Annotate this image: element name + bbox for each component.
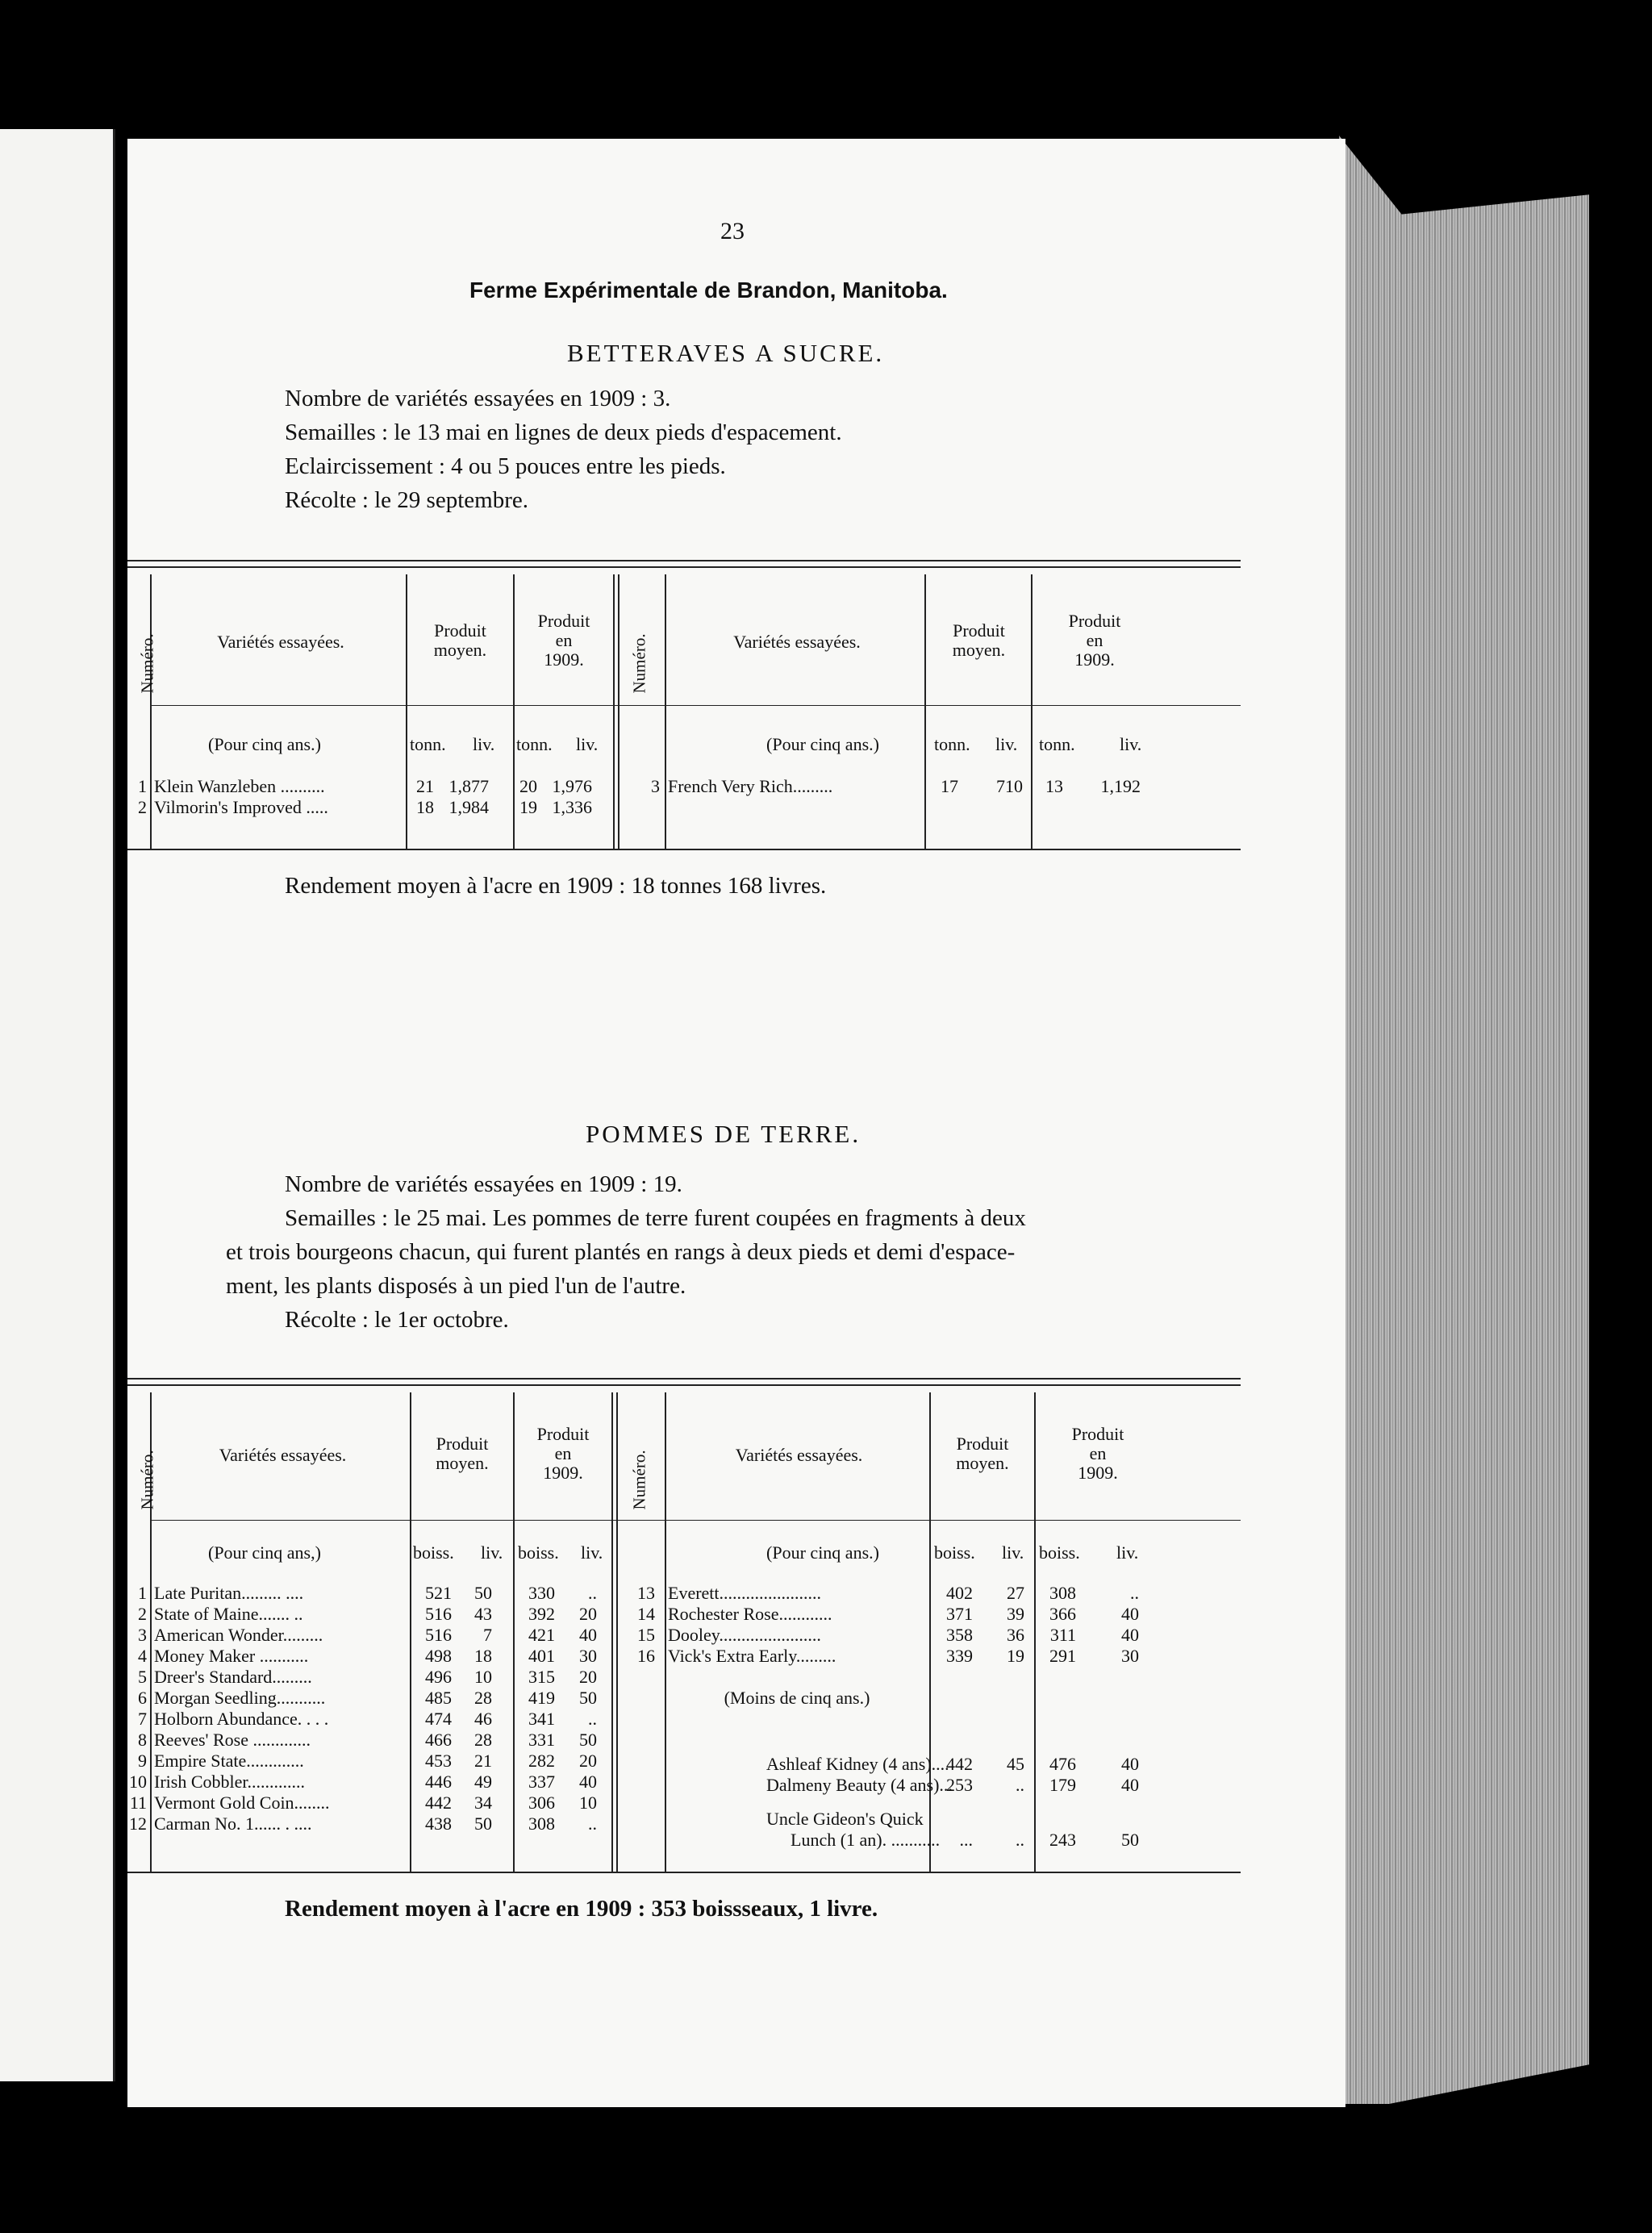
table-cell: Dreer's Standard......... [154,1667,312,1687]
unit-label: liv. [481,1542,503,1563]
table-cell: 476 [1049,1754,1076,1774]
unit-label: liv. [581,1542,603,1563]
table-cell: 308 [1049,1583,1076,1603]
table-cell: 15 [637,1625,655,1645]
table-cell: .. [1016,1775,1024,1795]
table-cell: 7 [483,1625,492,1645]
table-cell: 474 [425,1709,452,1729]
potatoes-avg-header-left: Produit moyen. [436,1434,489,1473]
table-cell: Carman No. 1...... . .... [154,1814,312,1834]
beets-variety-header-right: Variétés essayées. [733,632,861,652]
table-cell: 402 [946,1583,973,1603]
beets-variety-header-left: Variétés essayées. [217,632,344,652]
table-cell: 50 [579,1730,597,1750]
table-cell: Dalmeny Beauty (4 ans)... [766,1775,953,1795]
table-cell: 1 [138,1583,147,1603]
facing-page-edge [0,129,115,2081]
table-cell: 282 [528,1751,555,1771]
table-cell: 521 [425,1583,452,1603]
table-cell: 20 [579,1667,597,1687]
table-cell: 498 [425,1646,452,1666]
table-cell: 438 [425,1814,452,1834]
potatoes-line-4: ment, les plants disposés à un pied l'un de l'autre. [226,1273,686,1299]
table-cell: Late Puritan......... .... [154,1583,304,1603]
table-cell: 13 [637,1583,655,1603]
potatoes-numero-header-right: Numéro. [629,1450,649,1510]
document-page: 23 Ferme Expérimentale de Brandon, Manitoba. BETTERAVES A SUCRE. Nombre de variétés essayées en 1909 : 3. Semailles : le 13 mai en lignes de deux pieds d'espacement. Eclaircissement : 4 ou 5 pouces entre les pieds. Récolte : le 29 septembre. Numéro. Variétés essayées. Produit moyen. Produit en 1909. Numéro. Variétés essayées. Produit moyen. Produit en 1909. (Pour cinq ans.) tonn. liv. tonn. liv. (Pour cinq ans.) tonn. liv. tonn. liv. 1 Klein Wanzleben .......... 21 1,877 20 1,976 2 Vilmorin's Improved ..... 18 1,984 19 1,336 3 French Very Rich......... 17 710 13 1,192 Rendement moyen à l'acre en 1909 : 18 tonnes 168 livres. POMMES DE TERRE. Nombre de variétés essayées en 1909 : 19. Semailles : le 25 mai. Les pommes de terre furent coupées en fragments à deux et trois bourgeons chacun, qui furent plantés en rangs à deux pieds et demi d'espace- ment, les plants disposés à un pied l'un de l'autre. Récolte : le 1er octobre. Numéro. Variétés essayées. Produit moyen. Produit en 1909. Numéro. Variétés essayées. Produit moyen. Produit en 1909. (Pour cinq ans,) boiss. liv. boiss. liv. (Pour cinq ans.) boiss. liv. boiss. liv. 1 Late Puritan......... .... 521 50 330 .. 2 State of Maine....... .. 516 43 392 20 3 American Wonder......... 516 7 421 40 4 Money Maker ........... 498 18 401 30 5 Dreer's Standard......... 496 10 315 20 6 Morgan Seedling........... 485 28 419 50 7 Holborn Abundance. . . . 474 46 341 .. 8 Reeves' Rose ............. 466 28 331 50 9 Empire State............. 453 21 282 20 10 Irish Cobbler............. 446 49 337 40 11 Vermont Gold Coin........ 442 34 306 10 12 Carman No. 1...... . .... 438 50 308 .. 13 Everett....................... 402 27 308 .. 14 Rochester Rose............ 371 39 366 40 15 Dooley....................... 358 36 311 40 16 Vick's Extra Early......... 339 19 291 30 Ashleaf Kidney (4 ans).... 442 45 476 40 Dalmeny Beauty (4 ans)... 253 .. 179 40 (Moins de cinq ans.) Uncle Gideon's Quick Lunch (1 an). ........... ... .. 243 50 Rendement moyen à l'acre en 1909 : 353 boissseaux, 1 livre. [127,139,1345,2107]
table-cell: 337 [528,1772,555,1792]
table-cell: 10 [474,1667,492,1687]
table-cell: 20 [579,1751,597,1771]
table-cell: 45 [1007,1754,1024,1774]
table-cell: 40 [1121,1775,1139,1795]
table-cell: 253 [946,1775,973,1795]
table-cell: 40 [579,1772,597,1792]
table-cell: 49 [474,1772,492,1792]
table-cell: 40 [1121,1754,1139,1774]
table-cell: 466 [425,1730,452,1750]
page-number: 23 [720,218,745,244]
table-cell: 2 [138,1604,147,1624]
table-cell: 516 [425,1604,452,1624]
table-cell: 10 [579,1793,597,1813]
table-cell: .. [588,1814,597,1834]
beets-yield: Rendement moyen à l'acre en 1909 : 18 tonnes 168 livres. [285,873,827,899]
table-cell: 358 [946,1625,973,1645]
table-cell: 18 [474,1646,492,1666]
potatoes-subheader-left: (Pour cinq ans,) [208,1542,321,1563]
table-cell: 4 [138,1646,147,1666]
unit-label: liv. [576,734,599,754]
beets-line-4: Récolte : le 29 septembre. [285,487,528,513]
unit-label: boiss. [413,1542,454,1563]
table-cell: .. [588,1583,597,1603]
unit-label: liv. [1002,1542,1024,1563]
table-cell: 453 [425,1751,452,1771]
table-cell: 179 [1049,1775,1076,1795]
table-cell: 8 [138,1730,147,1750]
potatoes-title: POMMES DE TERRE. [586,1120,861,1148]
table-cell: Morgan Seedling........... [154,1688,326,1708]
potatoes-line-1: Nombre de variétés essayées en 1909 : 19. [285,1171,682,1197]
table-cell: 496 [425,1667,452,1687]
beets-subheader-left: (Pour cinq ans.) [208,734,321,754]
table-cell: 27 [1007,1583,1024,1603]
table-cell: 50 [474,1583,492,1603]
book-page-edges [1339,136,1589,2104]
table-cell: Vermont Gold Coin........ [154,1793,330,1813]
table-cell: 9 [138,1751,147,1771]
table-cell: 40 [1121,1604,1139,1624]
potatoes-1909-header-left: Produit en 1909. [536,1424,590,1483]
beets-numero-header-left: Numéro. [137,633,157,694]
potatoes-line-2: Semailles : le 25 mai. Les pommes de terre furent coupées en fragments à deux [285,1205,1026,1231]
potatoes-avg-header-right: Produit moyen. [956,1434,1009,1473]
table-cell: 28 [474,1688,492,1708]
table-cell: 46 [474,1709,492,1729]
table-cell: 3 [138,1625,147,1645]
table-cell: 330 [528,1583,555,1603]
unit-label: tonn. [1039,734,1075,754]
table-cell: 306 [528,1793,555,1813]
unit-label: boiss. [518,1542,559,1563]
table-cell: 308 [528,1814,555,1834]
table-cell: 21 [474,1751,492,1771]
table-cell: 366 [1049,1604,1076,1624]
beets-line-2: Semailles : le 13 mai en lignes de deux pieds d'espacement. [285,419,842,445]
table-cell: 371 [946,1604,973,1624]
table-cell: 30 [1121,1646,1139,1666]
table-cell: 39 [1007,1604,1024,1624]
table-cell: 516 [425,1625,452,1645]
unit-label: tonn. [516,734,553,754]
table-cell: Rochester Rose............ [668,1604,832,1624]
unit-label: boiss. [1039,1542,1080,1563]
table-cell: 421 [528,1625,555,1645]
table-cell: 11 [129,1793,147,1813]
table-cell: 40 [1121,1625,1139,1645]
table-cell: Everett....................... [668,1583,822,1603]
beets-line-3: Eclaircissement : 4 ou 5 pouces entre les pieds. [285,453,726,479]
potatoes-yield: Rendement moyen à l'acre en 1909 : 353 boissseaux, 1 livre. [285,1896,878,1922]
unit-label: liv. [473,734,495,754]
unit-label: tonn. [934,734,970,754]
table-cell: 419 [528,1688,555,1708]
beets-numero-header-right: Numéro. [629,633,649,694]
beets-title: BETTERAVES A SUCRE. [567,339,885,367]
table-cell: American Wonder......... [154,1625,323,1645]
table-cell: Reeves' Rose ............. [154,1730,311,1750]
table-cell: 446 [425,1772,452,1792]
table-cell: Vick's Extra Early......... [668,1646,836,1666]
table-cell: .. [1130,1583,1139,1603]
table-cell: 20 [579,1604,597,1624]
table-cell: 36 [1007,1625,1024,1645]
potatoes-line-5: Récolte : le 1er octobre. [285,1307,509,1333]
table-cell: Holborn Abundance. . . . [154,1709,329,1729]
table-cell: 43 [474,1604,492,1624]
beets-1909-header-left: Produit en 1909. [537,611,590,670]
unit-label: liv. [995,734,1018,754]
table-cell: 12 [129,1814,147,1834]
unit-label: boiss. [934,1542,975,1563]
table-cell: 7 [138,1709,147,1729]
unit-label: liv. [1116,1542,1139,1563]
table-cell: 10 [129,1772,147,1792]
potatoes-line-3: et trois bourgeons chacun, qui furent plantés en rangs à deux pieds et demi d'espace- [226,1239,1016,1265]
table-cell: .. [588,1709,597,1729]
table-cell: 14 [637,1604,655,1624]
table-cell: 401 [528,1646,555,1666]
potatoes-numero-header-left: Numéro. [137,1450,157,1510]
table-cell: Empire State............. [154,1751,304,1771]
table-cell: 442 [946,1754,973,1774]
table-cell: 291 [1049,1646,1076,1666]
beets-subheader-right: (Pour cinq ans.) [766,734,879,754]
table-cell: 331 [528,1730,555,1750]
table-cell: 50 [474,1814,492,1834]
table-cell: Irish Cobbler............. [154,1772,305,1792]
table-cell: 19 [1007,1646,1024,1666]
table-cell: 34 [474,1793,492,1813]
table-cell: 315 [528,1667,555,1687]
potatoes-subheader-right: (Pour cinq ans.) [766,1542,879,1563]
table-cell: State of Maine....... .. [154,1604,303,1624]
table-cell: 485 [425,1688,452,1708]
table-cell: 50 [579,1688,597,1708]
table-cell: 28 [474,1730,492,1750]
table-cell: 6 [138,1688,147,1708]
table-cell: 16 [637,1646,655,1666]
unit-label: tonn. [410,734,446,754]
table-cell: Money Maker ........... [154,1646,309,1666]
less-than-five-years-label: (Moins de cinq ans.) [724,1688,870,1708]
table-cell: 442 [425,1793,452,1813]
table-cell: 392 [528,1604,555,1624]
potatoes-variety-header-left: Variétés essayées. [219,1445,347,1465]
table-cell: 341 [528,1709,555,1729]
table-cell: Dooley....................... [668,1625,821,1645]
table-cell: 339 [946,1646,973,1666]
farm-title: Ferme Expérimentale de Brandon, Manitoba. [469,278,948,303]
table-cell: 30 [579,1646,597,1666]
beets-line-1: Nombre de variétés essayées en 1909 : 3. [285,386,671,411]
unit-label: liv. [1120,734,1142,754]
potatoes-1909-header-right: Produit en 1909. [1071,1424,1124,1483]
beets-1909-header-right: Produit en 1909. [1068,611,1121,670]
table-cell: 40 [579,1625,597,1645]
beets-avg-header-right: Produit moyen. [952,620,1006,660]
potatoes-variety-header-right: Variétés essayées. [735,1445,863,1465]
beets-avg-header-left: Produit moyen. [433,620,487,660]
table-cell: 5 [138,1667,147,1687]
table-cell: 311 [1049,1625,1076,1645]
table-cell: Ashleaf Kidney (4 ans).... [766,1754,949,1774]
